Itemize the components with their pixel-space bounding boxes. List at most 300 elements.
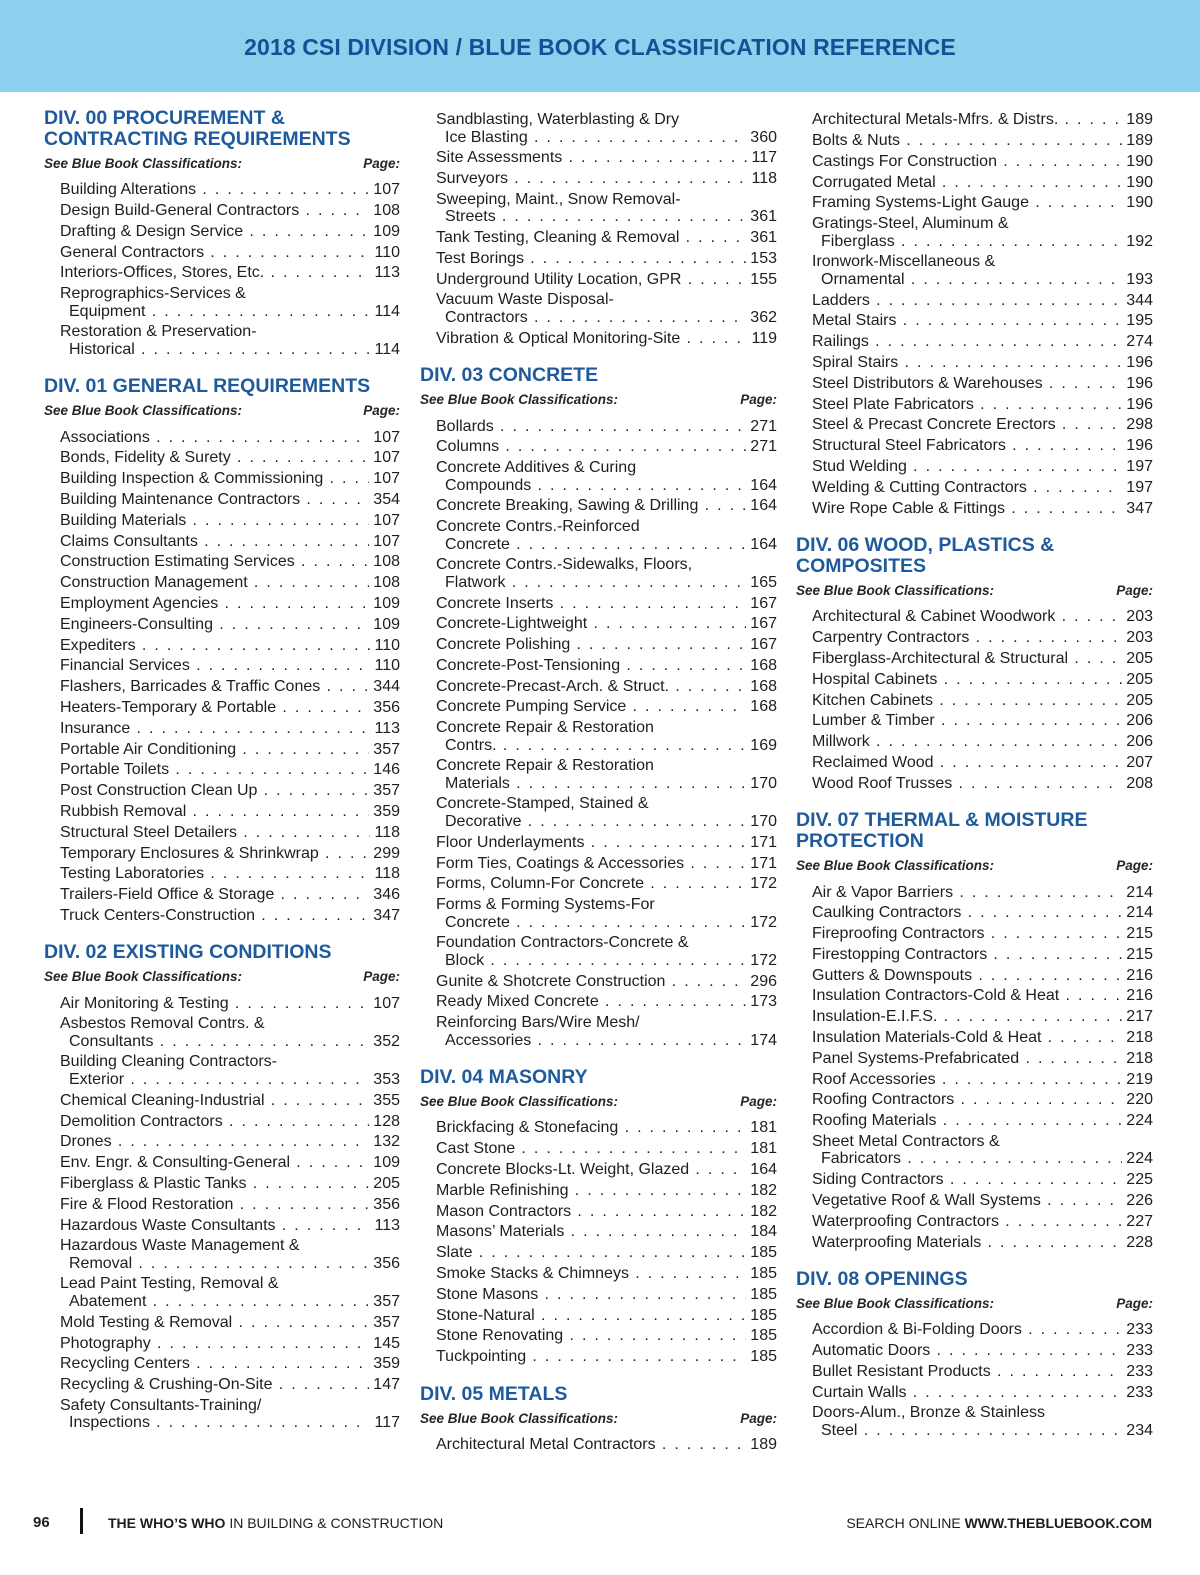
classification-entry (60, 1109, 400, 1130)
entry-name (812, 1133, 1122, 1168)
entry-name (812, 1213, 1122, 1231)
classification-entry (436, 494, 777, 515)
entry-name-line: Stone Renovating (436, 1327, 564, 1345)
classification-entry (60, 654, 400, 675)
classification-entry (436, 969, 777, 990)
entry-name-continuation: Abatement . . . (60, 1293, 369, 1311)
classification-entry (812, 963, 1153, 984)
classification-entry (812, 1131, 1153, 1168)
entry-name-line: Test Borings (436, 249, 525, 267)
entry-page-number: 218 (1126, 1029, 1153, 1047)
entry-name-line: Bonds, Fidelity & Surety (60, 449, 231, 467)
entry-page-number: 171 (750, 833, 777, 851)
classification-entry (436, 1158, 777, 1179)
entry-page-number: 145 (373, 1334, 400, 1352)
entry-name-line: Air Monitoring & Testing (60, 994, 229, 1012)
entry-name (436, 438, 746, 456)
entry-name (436, 1244, 746, 1262)
footer-website-prefix: SEARCH ONLINE (846, 1515, 965, 1531)
entry-name-line: Gutters & Downspouts (812, 966, 973, 984)
entry-page-number: 114 (374, 302, 400, 320)
entry-name (812, 500, 1122, 518)
entry-name-line: Concrete Additives & Curing (436, 458, 637, 476)
entry-page-number: 108 (373, 574, 400, 592)
entry-name-continuation: Flatwork . . . (436, 574, 746, 592)
see-classifications-label: See Blue Book Classifications: (796, 1296, 995, 1312)
entry-name (436, 556, 746, 591)
entry-name (812, 1171, 1122, 1189)
classification-entry (60, 425, 400, 446)
classification-entry (60, 800, 400, 821)
entry-page-number: 184 (750, 1223, 777, 1241)
entry-page-number: 128 (373, 1112, 400, 1130)
division-title: DIV. 01 GENERAL REQUIREMENTS (44, 375, 371, 398)
entry-page-number: 117 (374, 1414, 400, 1432)
entry-page-number: 182 (750, 1202, 777, 1220)
entry-page-number: 169 (750, 736, 777, 754)
entry-page-number: 347 (373, 906, 400, 924)
entry-name (436, 1223, 746, 1241)
classification-entry (812, 1067, 1153, 1088)
classification-list (420, 1116, 777, 1366)
entry-name-line: Portable Toilets (60, 761, 170, 779)
classification-entry (436, 146, 777, 167)
entry-name (812, 692, 1122, 710)
column-1 (44, 108, 400, 1432)
classification-entry (812, 751, 1153, 772)
entry-name-continuation: Contractors . . . (436, 309, 746, 327)
entry-page-number: 107 (373, 532, 400, 550)
classification-entry (436, 1324, 777, 1345)
division-section (420, 1366, 777, 1454)
classification-entry (436, 268, 777, 289)
entry-name (60, 907, 369, 925)
classification-entry (436, 1262, 777, 1283)
entry-name (812, 215, 1122, 250)
entry-name (812, 629, 1122, 647)
entry-page-number: 167 (750, 636, 777, 654)
entry-page-number: 346 (373, 886, 400, 904)
entry-name-line: Rubbish Removal (60, 802, 187, 820)
entry-page-number: 205 (1126, 691, 1153, 709)
entry-page-number: 189 (1126, 111, 1153, 129)
entry-page-number: 357 (373, 1313, 400, 1331)
entry-name-line: Testing Laboratories (60, 865, 205, 883)
classification-entry (436, 654, 777, 675)
classification-entry (60, 675, 400, 696)
page-column-label: Page: (1116, 1296, 1153, 1312)
classification-entry (436, 457, 777, 494)
classification-entry (436, 1137, 777, 1158)
entry-page-number: 219 (1126, 1070, 1153, 1088)
entry-page-number: 165 (750, 573, 777, 591)
page-column-label: Page: (363, 156, 400, 171)
entry-name (60, 657, 370, 675)
entry-name (436, 191, 746, 226)
entry-name-line: Carpentry Contractors (812, 629, 970, 647)
entry-name (812, 1404, 1122, 1439)
entry-page-number: 193 (1126, 270, 1153, 288)
entry-page-number: 196 (1126, 395, 1153, 413)
entry-name-line: Demolition Contractors (60, 1112, 223, 1130)
entry-page-number: 119 (751, 329, 777, 347)
entry-name-line: Concrete-Precast-Arch. & Struct. (436, 677, 669, 695)
section-spacer (44, 358, 400, 376)
entry-page-number: 224 (1126, 1112, 1153, 1130)
entry-page-number: 359 (373, 802, 400, 820)
entry-name (60, 637, 370, 655)
page-column-label: Page: (1116, 858, 1153, 874)
see-classifications-label: See Blue Book Classifications: (796, 858, 995, 874)
entry-page-number: 216 (1126, 966, 1153, 984)
entry-name-line: General Contractors (60, 243, 205, 261)
entry-name-line: Restoration & Preservation- (60, 323, 257, 341)
classification-subheader (796, 583, 1153, 598)
entry-page-number: 299 (373, 844, 400, 862)
entry-name (436, 111, 746, 146)
entry-name (60, 678, 369, 696)
footer-divider (80, 1508, 83, 1534)
classification-entry (812, 1005, 1153, 1026)
entry-page-number: 171 (750, 854, 777, 872)
classification-subheader (44, 969, 400, 984)
entry-page-number: 108 (373, 553, 400, 571)
entry-page-number: 168 (750, 698, 777, 716)
see-classifications-label: See Blue Book Classifications: (44, 156, 243, 171)
entry-page-number: 214 (1126, 904, 1153, 922)
classification-entry (60, 862, 400, 883)
classification-entry (60, 696, 400, 717)
entry-name-line: Gunite & Shotcrete Construction (436, 972, 666, 990)
entry-page-number: 170 (750, 813, 777, 831)
classification-entry (812, 1109, 1153, 1130)
classification-entry (60, 178, 400, 199)
entry-name (60, 470, 369, 488)
entry-name-line: Caulking Contractors (812, 904, 962, 922)
entry-name-line: Slate (436, 1244, 473, 1262)
classification-entry (812, 943, 1153, 964)
entry-name-line: Steel Distributors & Warehouses (812, 374, 1043, 392)
entry-name-line: Stud Welding (812, 457, 907, 475)
entry-name-line: Architectural Metals-Mfrs. & Distrs. (812, 111, 1059, 129)
entry-name (436, 418, 746, 436)
classification-entry (436, 755, 777, 792)
entry-page-number: 168 (750, 677, 777, 695)
entry-name (60, 533, 369, 551)
entry-name-line: Temporary Enclosures & Shrinkwrap (60, 844, 319, 862)
entry-page-number: 107 (373, 181, 400, 199)
entry-name-continuation: Historical . . . (60, 341, 370, 359)
entry-name-line: Sweeping, Maint., Snow Removal- (436, 190, 681, 208)
entry-name (60, 1335, 369, 1353)
entry-page-number: 172 (750, 875, 777, 893)
entry-page-number: 196 (1126, 437, 1153, 455)
entry-name-continuation: Compounds . . . (436, 477, 746, 495)
footer-publication-bold: THE WHO’S WHO (108, 1515, 226, 1531)
classification-entry (60, 841, 400, 862)
classification-entry (60, 883, 400, 904)
entry-page-number: 107 (373, 994, 400, 1012)
classification-entry (812, 626, 1153, 647)
entry-name-line: Trailers-Field Office & Storage (60, 886, 275, 904)
entry-name (812, 174, 1122, 192)
entry-name (812, 712, 1122, 730)
entry-name-line: Claims Consultants (60, 532, 198, 550)
classification-entry (812, 330, 1153, 351)
entry-name (436, 1348, 746, 1366)
entry-name (60, 491, 369, 509)
entry-name (812, 111, 1122, 129)
division-section (420, 347, 777, 1049)
see-classifications-label: See Blue Book Classifications: (44, 969, 243, 985)
classification-entry (812, 1047, 1153, 1068)
page-column-label: Page: (740, 392, 777, 408)
entry-name (436, 934, 746, 969)
entry-name (60, 202, 369, 220)
classification-list (420, 414, 777, 1049)
classification-entry (436, 831, 777, 852)
entry-page-number: 182 (750, 1181, 777, 1199)
classification-entry (436, 851, 777, 872)
entry-name-line: Gratings-Steel, Aluminum & (812, 214, 1009, 232)
entry-name (436, 170, 747, 188)
entry-name (436, 518, 746, 553)
classification-entry (812, 1381, 1153, 1402)
classification-entry (812, 1189, 1153, 1210)
entry-name (812, 1234, 1122, 1252)
entry-name-continuation: Concrete . . . (436, 914, 746, 932)
entry-name (812, 194, 1122, 212)
entry-page-number: 118 (374, 865, 400, 883)
entry-page-number: 118 (751, 170, 777, 188)
entry-page-number: 356 (373, 698, 400, 716)
entry-name (60, 574, 369, 592)
entry-name-line: Lumber & Timber (812, 712, 935, 730)
division-section (796, 108, 1153, 517)
entry-name-line: Asbestos Removal Contrs. & (60, 1015, 265, 1033)
entry-name-line: Roofing Contractors (812, 1091, 955, 1109)
entry-name (60, 1053, 369, 1088)
classification-entry (436, 1116, 777, 1137)
classification-entry (60, 550, 400, 571)
entry-name-line: Tuckpointing (436, 1348, 527, 1366)
classification-entry (60, 1395, 400, 1432)
classification-entry (812, 605, 1153, 626)
entry-name (60, 761, 369, 779)
entry-page-number: 361 (750, 208, 777, 226)
entry-page-number: 113 (374, 1216, 400, 1234)
entry-page-number: 361 (750, 229, 777, 247)
entry-page-number: 360 (750, 128, 777, 146)
entry-name (436, 271, 746, 289)
entry-name-line: Form Ties, Coatings & Accessories (436, 854, 685, 872)
classification-entry (436, 327, 777, 348)
entry-name-line: Expediters (60, 636, 136, 654)
entry-page-number: 192 (1126, 232, 1153, 250)
see-classifications-label: See Blue Book Classifications: (420, 1410, 619, 1426)
entry-page-number: 356 (373, 1254, 400, 1272)
entry-name-line: Architectural Metal Contractors (436, 1435, 656, 1453)
entry-page-number: 220 (1126, 1091, 1153, 1109)
column-3 (796, 108, 1153, 1440)
classification-entry (812, 1360, 1153, 1381)
entry-page-number: 274 (1126, 333, 1153, 351)
entry-page-number: 174 (750, 1031, 777, 1049)
classification-entry (812, 1230, 1153, 1251)
entry-name (812, 354, 1122, 372)
entry-page-number: 190 (1126, 194, 1153, 212)
entry-page-number: 205 (1126, 649, 1153, 667)
entry-name (436, 973, 746, 991)
entry-page-number: 185 (750, 1264, 777, 1282)
entry-page-number: 226 (1126, 1192, 1153, 1210)
entry-page-number: 356 (373, 1195, 400, 1213)
entry-name-continuation: Removal . . . (60, 1255, 369, 1273)
entry-name-line: Fireproofing Contractors (812, 925, 985, 943)
classification-entry (60, 240, 400, 261)
entry-name (812, 333, 1122, 351)
division-section (796, 1251, 1153, 1439)
header-banner (0, 0, 1200, 92)
column-2 (420, 108, 777, 1454)
entry-name-line: Stone Masons (436, 1285, 539, 1303)
entry-name-line: Building Inspection & Commissioning (60, 470, 324, 488)
classification-entry (436, 932, 777, 969)
entry-name (60, 845, 369, 863)
entry-name (436, 459, 746, 494)
entry-name-line: Accordion & Bi-Folding Doors (812, 1321, 1022, 1339)
entry-name (812, 1321, 1122, 1339)
entry-name (812, 967, 1122, 985)
entry-name (436, 1265, 746, 1283)
entry-name-line: Vacuum Waste Disposal- (436, 291, 614, 309)
entry-name (436, 993, 746, 1011)
classification-list (420, 1433, 777, 1454)
division-section (796, 792, 1153, 1251)
entry-name (436, 757, 746, 792)
entry-name (60, 1092, 369, 1110)
page-column-label: Page: (740, 1410, 777, 1426)
entry-page-number: 107 (373, 470, 400, 488)
entry-name-line: Structural Steel Fabricators (812, 437, 1006, 455)
entry-name-line: Kitchen Cabinets (812, 691, 933, 709)
classification-entry (60, 717, 400, 738)
classification-entry (812, 880, 1153, 901)
entry-name-line: Photography (60, 1334, 151, 1352)
entry-name-line: Recycling & Crushing-On-Site (60, 1376, 273, 1394)
entry-page-number: 147 (373, 1376, 400, 1394)
entry-name-line: Building Alterations (60, 181, 197, 199)
entry-name-line: Marble Refinishing (436, 1181, 569, 1199)
entry-name-line: Building Materials (60, 511, 187, 529)
entry-name (60, 1275, 369, 1310)
entry-page-number: 296 (750, 972, 777, 990)
entry-name-continuation: Ice Blasting . . . (436, 129, 746, 147)
entry-name-line: Drafting & Design Service (60, 222, 244, 240)
entry-name-line: Concrete Contrs.-Reinforced (436, 517, 640, 535)
entry-name-line: Hazardous Waste Consultants (60, 1216, 276, 1234)
entry-name (436, 698, 746, 716)
entry-name (436, 250, 746, 268)
entry-page-number: 195 (1126, 312, 1153, 330)
classification-entry (60, 220, 400, 241)
entry-name-line: Insulation-E.I.F.S. (812, 1008, 938, 1026)
entry-name-line: Tank Testing, Cleaning & Removal (436, 229, 680, 247)
entry-page-number: 109 (373, 615, 400, 633)
entry-page-number: 228 (1126, 1233, 1153, 1251)
entry-name (60, 1314, 369, 1332)
division-section (796, 517, 1153, 792)
entry-name-line: Foundation Contractors-Concrete & (436, 934, 689, 952)
entry-name (436, 795, 746, 830)
entry-name-line: Mold Testing & Removal (60, 1313, 233, 1331)
entry-page-number: 109 (373, 1154, 400, 1172)
classification-entry (812, 251, 1153, 288)
entry-page-number: 167 (750, 594, 777, 612)
classification-entry (436, 717, 777, 754)
entry-page-number: 168 (750, 656, 777, 674)
entry-page-number: 352 (373, 1032, 400, 1050)
entry-name (812, 1384, 1122, 1402)
division-title: DIV. 05 METALS (420, 1382, 568, 1405)
entry-name (436, 636, 746, 654)
entry-page-number: 107 (373, 449, 400, 467)
classification-entry (812, 309, 1153, 330)
entry-name (60, 886, 369, 904)
entry-name-line: Smoke Stacks & Chimneys (436, 1264, 629, 1282)
entry-name-line: Construction Estimating Services (60, 553, 295, 571)
entry-name-line: Hazardous Waste Management & (60, 1237, 300, 1255)
page-title: 2018 CSI DIVISION / BLUE BOOK CLASSIFICATION REFERENCE (244, 34, 956, 60)
entry-page-number: 233 (1126, 1363, 1153, 1381)
classification-entry (812, 1026, 1153, 1047)
entry-name-continuation: Streets . . . (436, 208, 746, 226)
entry-name-line: Surveyors (436, 170, 509, 188)
entry-name (812, 775, 1122, 793)
see-classifications-label: See Blue Book Classifications: (420, 392, 619, 408)
entry-name-line: Millwork (812, 733, 870, 751)
entry-name-line: Reprographics-Services & (60, 284, 246, 302)
entry-name (812, 987, 1122, 1005)
entry-name-line: Masons’ Materials (436, 1223, 565, 1241)
entry-page-number: 203 (1126, 608, 1153, 626)
entry-page-number: 206 (1126, 733, 1153, 751)
classification-entry (60, 904, 400, 925)
entry-name-line: Lead Paint Testing, Removal & (60, 1275, 279, 1293)
entry-name-continuation: Steel . . . (812, 1422, 1122, 1440)
classification-entry (436, 674, 777, 695)
entry-page-number: 203 (1126, 629, 1153, 647)
entry-name (60, 741, 369, 759)
entry-page-number: 164 (750, 1160, 777, 1178)
classification-entry (812, 1210, 1153, 1231)
entry-name (812, 437, 1122, 455)
entry-name (60, 720, 370, 738)
entry-name-line: Vibration & Optical Monitoring-Site (436, 329, 681, 347)
entry-page-number: 181 (750, 1140, 777, 1158)
entry-page-number: 155 (750, 270, 777, 288)
entry-name (812, 153, 1122, 171)
classification-entry (60, 488, 400, 509)
entry-name (60, 1376, 369, 1394)
entry-name (60, 1397, 370, 1432)
entry-name (812, 375, 1122, 393)
section-spacer (420, 1049, 777, 1067)
classification-entry (812, 901, 1153, 922)
classification-entry (436, 1433, 777, 1454)
classification-entry (436, 1241, 777, 1262)
entry-page-number: 224 (1126, 1150, 1153, 1168)
